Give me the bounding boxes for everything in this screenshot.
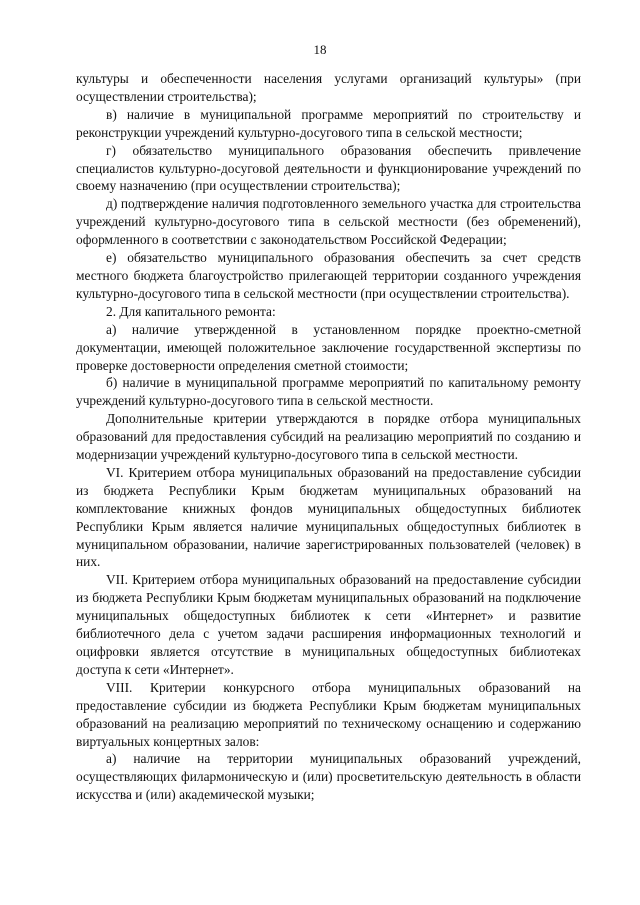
- page-number: 18: [313, 42, 327, 57]
- paragraph: культуры и обеспеченности населения услугами организаций культуры» (при осуществлении строительства);: [76, 71, 581, 104]
- paragraph: VI. Критерием отбора муниципальных образований на предоставление субсидии из бюджета Республики Крым бюджетам муниципальных образований на комплектование книжных фондов муниципальных общедоступных библиотек Республики Крым является наличие муниципальных общедоступных библиотек в муниципальном образовании, наличие зарегистрированных пользователей (человек) в них.: [76, 464, 581, 570]
- paragraph: д) подтверждение наличия подготовленного земельного участка для строительства учреждений культурно-досугового типа в сельской местности (без обременений), оформленного в соответствии с законодательством Российской Федерации;: [76, 196, 581, 248]
- document-body: [76, 70, 581, 804]
- paragraph: 2. Для капитального ремонта:: [106, 303, 276, 319]
- paragraph: а) наличие утвержденной в установленном порядке проектно-сметной документации, имеющей положительное заключение государственной экспертизы по проверке достоверности определения сметной стоимости;: [76, 321, 581, 373]
- paragraph: г) обязательство муниципального образования обеспечить привлечение специалистов культурно-досуговой деятельности и функционирование учреждений по своему назначению (при осуществлении строительства);: [76, 142, 581, 194]
- paragraph: а) наличие на территории муниципальных образований учреждений, осуществляющих филармоническую и (или) просветительскую деятельность в области искусства и (или) академической музыки;: [76, 751, 581, 803]
- paragraph: е) обязательство муниципального образования обеспечить за счет средств местного бюджета благоустройство прилегающей территории созданного учреждения культурно-досугового типа в сельской местности (при осуществлении строительства).: [76, 250, 581, 301]
- paragraph: VII. Критерием отбора муниципальных образований на предоставление субсидии из бюджета Республики Крым бюджетам муниципальных образований на подключение муниципальных общедоступных библиотек к сети «Интернет» и развитие библиотечного дела с учетом задачи расширения информационных технологий и оцифровки является отсутствие в муниципальных общедоступных библиотеках доступа к сети «Интернет».: [76, 572, 581, 677]
- paragraph: Дополнительные критерии утверждаются в порядке отбора муниципальных образований для предоставления субсидий на реализацию мероприятий по созданию и модернизации учреждений культурно-досугового типа в сельской местности.: [76, 411, 581, 463]
- paragraph: в) наличие в муниципальной программе мероприятий по строительству и реконструкции учреждений культурно-досугового типа в сельской местности;: [76, 106, 581, 140]
- paragraph: VIII. Критерии конкурсного отбора муниципальных образований на предоставление субсидии из бюджета Республики Крым бюджетам муниципальных образований на реализацию мероприятий по техническому оснащению и содержанию виртуальных концертных залов:: [76, 679, 581, 749]
- paragraph: б) наличие в муниципальной программе мероприятий по капитальному ремонту учреждений культурно-досугового типа в сельской местности.: [76, 375, 581, 409]
